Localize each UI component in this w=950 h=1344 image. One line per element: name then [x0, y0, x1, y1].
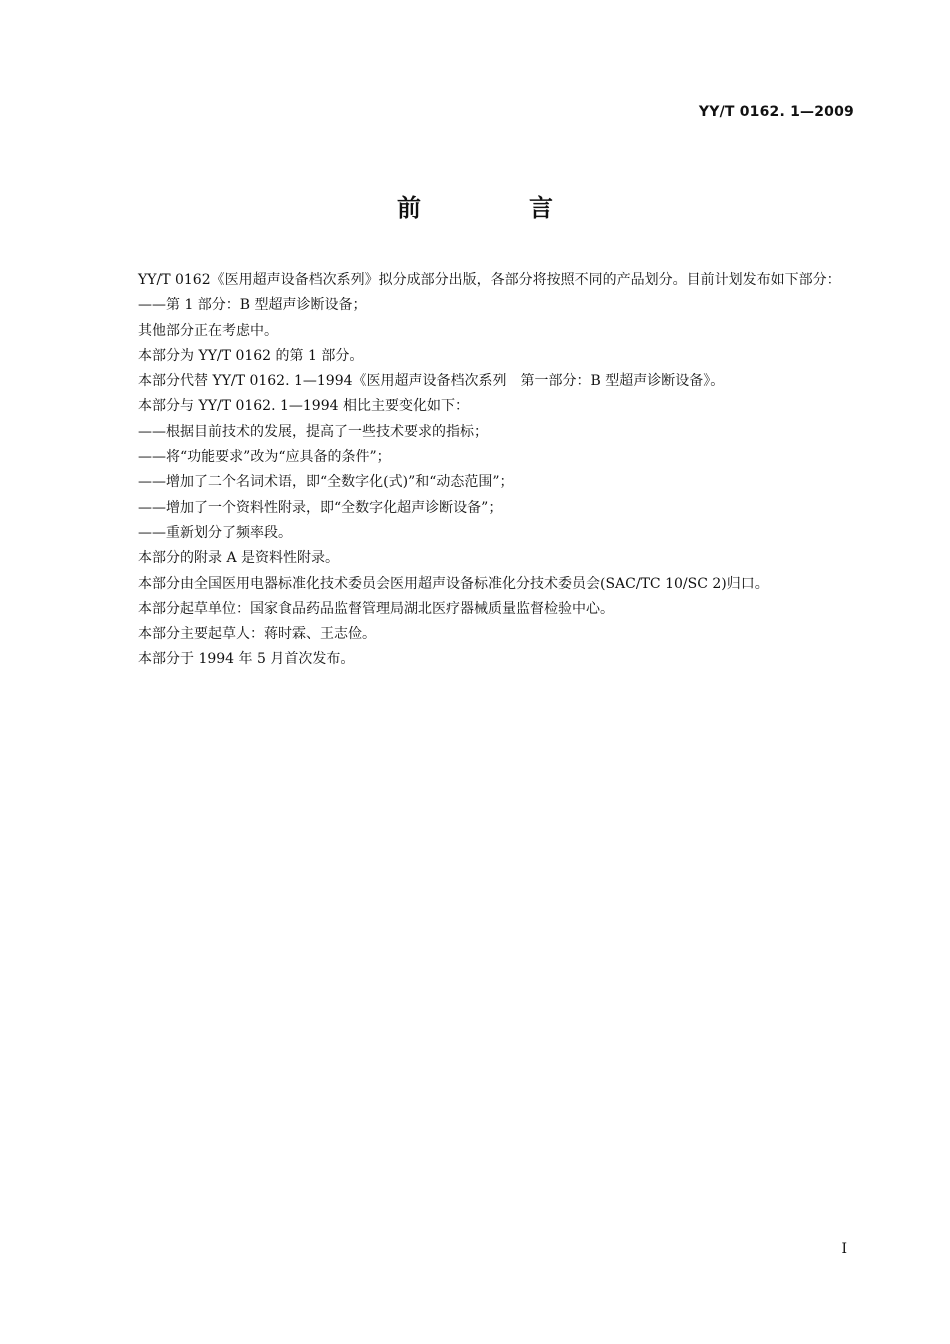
paragraph-proposed-by: 本部分由全国医用电器标准化技术委员会医用超声设备标准化分技术委员会(SAC/TC 10/SC 2)归口。	[138, 575, 769, 592]
page-title: 前 言	[397, 194, 595, 222]
paragraph-part-1-item: ——第 1 部分：B 型超声诊断设备；	[138, 297, 367, 314]
paragraph-change-item: ——根据目前技术的发展，提高了一些技术要求的指标；	[138, 423, 488, 440]
paragraph-first-published: 本部分于 1994 年 5 月首次发布。	[138, 651, 355, 668]
paragraph-changes-intro: 本部分与 YY/T 0162. 1—1994 相比主要变化如下：	[138, 398, 469, 415]
foreword-body	[108, 268, 858, 673]
paragraph-change-item: ——将“功能要求”改为“应具备的条件”；	[138, 449, 391, 466]
paragraph-parts-plan: YY/T 0162《医用超声设备档次系列》拟分成部分出版，各部分将按照不同的产品划分。目前计划发布如下部分：	[138, 272, 841, 288]
paragraph-annex: 本部分的附录 A 是资料性附录。	[138, 550, 340, 567]
paragraph-change-item: ——重新划分了频率段。	[138, 524, 292, 541]
page-number: I	[841, 1241, 847, 1257]
paragraph-drafters: 本部分主要起草人：蒋时霖、王志俭。	[138, 626, 376, 643]
standard-number: YY/T 0162. 1—2009	[698, 104, 854, 120]
paragraph-change-item: ——增加了二个名词术语，即“全数字化(式)”和“动态范围”；	[138, 474, 514, 491]
paragraph-this-part: 本部分为 YY/T 0162 的第 1 部分。	[138, 347, 364, 364]
paragraph-change-item: ——增加了一个资料性附录，即“全数字化超声诊断设备”；	[138, 499, 503, 516]
paragraph-drafting-unit: 本部分起草单位：国家食品药品监督管理局湖北医疗器械质量监督检验中心。	[138, 600, 614, 617]
paragraph-other-parts: 其他部分正在考虑中。	[138, 322, 278, 339]
paragraph-replaces: 本部分代替 YY/T 0162. 1—1994《医用超声设备档次系列 第一部分：B 型超声诊断设备》。	[138, 373, 725, 390]
